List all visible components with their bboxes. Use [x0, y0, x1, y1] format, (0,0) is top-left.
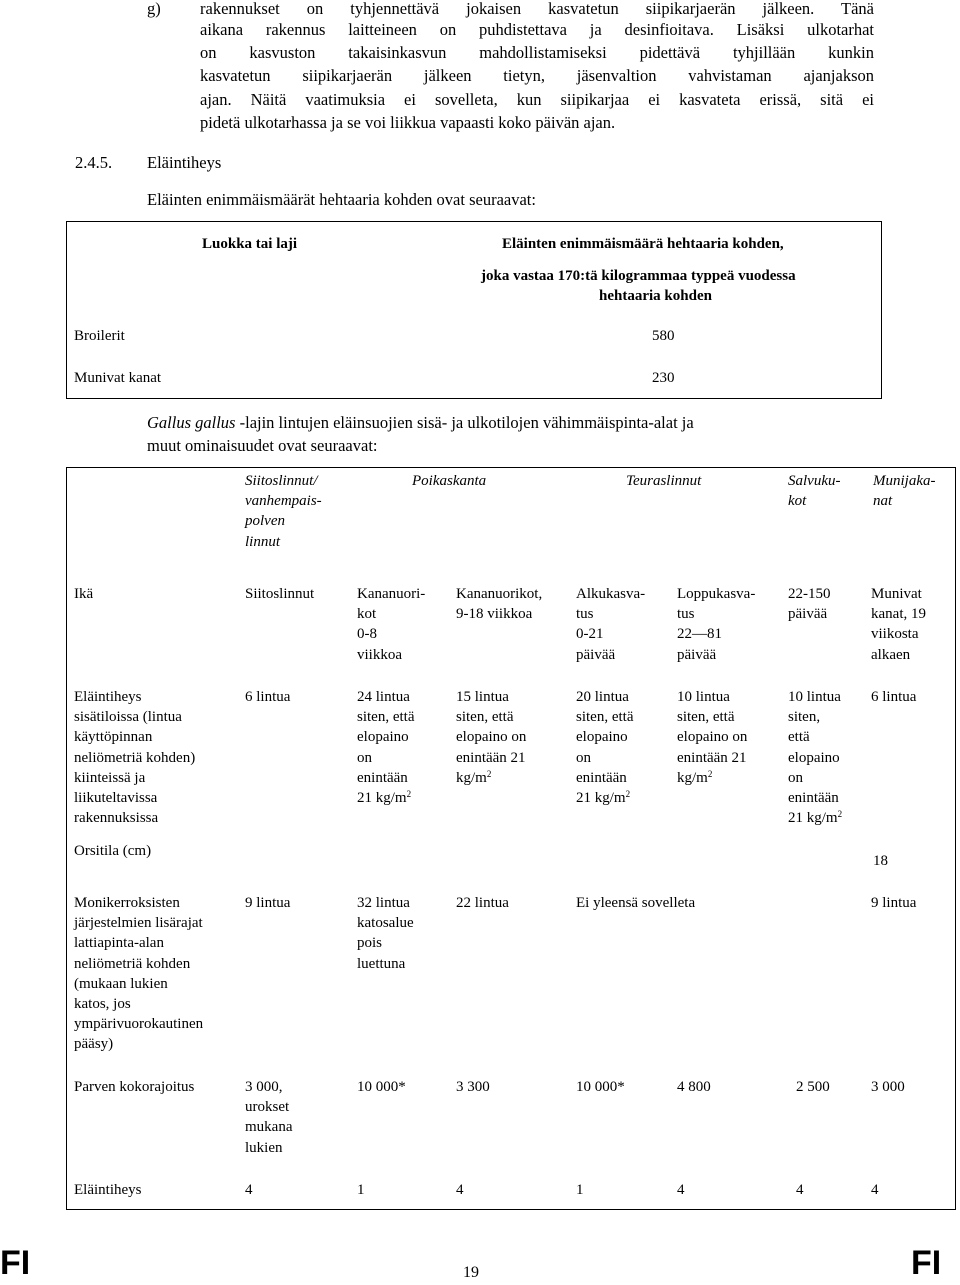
page-number: 19 — [463, 1264, 479, 1281]
row-label: Orsitila (cm) — [74, 843, 152, 859]
table-cell: Loppukasva- tus 22—81 päivää — [677, 586, 756, 663]
table1-col1-header: Luokka tai laji — [202, 236, 298, 252]
table-cell: 9 lintua — [245, 895, 291, 911]
header-breeding: Siitoslinnut/ vanhempais- polven linnut — [245, 473, 322, 550]
row-label: Eläintiheys — [74, 1182, 142, 1198]
row-label: Monikerroksisten järjestelmien lisärajat lattiapinta-alan neliömetriä kohden (mukaan lukien katos, jos ympärivuorokautinen pääsy) — [74, 895, 204, 1053]
table-cell: 4 — [871, 1182, 879, 1198]
table-cell: 15 lintua siten, että elopaino on enintään 21 $kg/m^2$ — [456, 689, 527, 786]
table-border — [66, 398, 882, 399]
table-cell: 9 lintua — [871, 895, 917, 911]
item-g-line: ajan. Näitä vaatimuksia ei sovelleta, kun siipikarjaa ei kasvateta erissä, sitä ei — [200, 90, 874, 109]
row-label: Ikä — [74, 586, 94, 602]
section-title: Eläintiheys — [147, 153, 222, 172]
table-cell: 10 lintua siten, että elopaino on enintään 21 $kg/m^2$ — [677, 689, 748, 786]
section-number: 2.4.5. — [75, 153, 113, 172]
table-cell: 4 — [245, 1182, 253, 1198]
table-border — [955, 467, 956, 1210]
header-pullets: Poikaskanta — [412, 473, 487, 489]
table-cell: 10 lintua siten, että elopaino on enintään 21 $kg/m^2$ — [788, 689, 843, 827]
species-name: Gallus gallus — [147, 413, 236, 432]
item-g-line: aikana rakennus laitteineen on puhdistettava ja desinfioitava. Lisäksi ulkotarhat — [200, 20, 874, 39]
item-g-line: rakennukset on tyhjennettävä jokaisen kasvatetun siipikarjaerän jälkeen. Tänä — [200, 0, 874, 18]
table-cell: 3 000, urokset mukana lukien — [245, 1079, 293, 1156]
table-border — [66, 1209, 956, 1210]
table-border — [66, 467, 67, 1210]
table-cell: 20 lintua siten, että elopaino on enintään 21 $kg/m^2$ — [576, 689, 634, 807]
header-fattening: Teuraslinnut — [626, 473, 702, 489]
table-cell: 10 000* — [576, 1079, 625, 1095]
para2-text: -lajin lintujen eläinsuojien sisä- ja ulkotilojen vähimmäispinta-alat ja — [235, 413, 694, 432]
row-label: Eläintiheys sisätiloissa (lintua käyttöpinnan neliömetriä kohden) kiinteissä ja liikuteltavissa rakennuksissa — [74, 689, 196, 827]
table-cell: 4 — [796, 1182, 804, 1198]
table-cell: 4 — [456, 1182, 464, 1198]
table-cell: 32 lintua katosalue pois luettuna — [357, 895, 414, 972]
table-cell: Kananuorikot, 9-18 viikkoa — [456, 586, 543, 623]
table-cell: 3 300 — [456, 1079, 490, 1095]
table1-col2-header: joka vastaa 170:tä kilogrammaa typpeä vuodessa — [481, 268, 796, 284]
table-cell: 6 lintua — [245, 689, 291, 705]
table-cell: 3 000 — [871, 1079, 905, 1095]
table-cell: 6 lintua — [871, 689, 917, 705]
table-border — [66, 221, 67, 399]
table-cell: 18 — [873, 853, 888, 869]
header-turkeys: Salvuku- kot — [788, 473, 841, 510]
para2-line2: muut ominaisuudet ovat seuraavat: — [147, 436, 378, 455]
table-row-value: 580 — [652, 328, 675, 344]
para2-line1 — [147, 413, 694, 433]
item-g-line: on kasvuston takaisinkasvun mahdollistamiseksi pidettävä tyhjillään kunkin — [200, 43, 874, 62]
table-row-value: 230 — [652, 370, 675, 386]
table1-col2-header: Eläinten enimmäismäärä hehtaaria kohden, — [502, 236, 784, 252]
table-cell: 1 — [576, 1182, 584, 1198]
table-row: Broilerit — [74, 328, 125, 344]
table-cell: 24 lintua siten, että elopaino on enintään 21 $kg/m^2$ — [357, 689, 415, 807]
table1-col2-header: hehtaaria kohden — [599, 288, 712, 304]
table-cell: 1 — [357, 1182, 365, 1198]
table-cell: 4 — [677, 1182, 685, 1198]
item-g-marker: g) — [147, 0, 161, 18]
item-g-line: kasvatetun siipikarjaerän jälkeen tietyn, jäsenvaltion vahvistaman ajanjakson — [200, 66, 874, 85]
table-border — [881, 221, 882, 399]
table-cell: 2 500 — [796, 1079, 830, 1095]
table-cell: Alkukasva- tus 0-21 päivää — [576, 586, 646, 663]
footer-language-right: FI — [911, 1244, 942, 1282]
row-label: Parven kokorajoitus — [74, 1079, 195, 1095]
table-row: Munivat kanat — [74, 370, 162, 386]
table-cell: Siitoslinnut — [245, 586, 315, 602]
header-laying: Munijaka- nat — [873, 473, 936, 510]
table-cell: 10 000* — [357, 1079, 406, 1095]
table-cell: Munivat kanat, 19 viikosta alkaen — [871, 586, 926, 663]
table-cell: Kananuori- kot 0-8 viikkoa — [357, 586, 426, 663]
section-intro: Eläinten enimmäismäärät hehtaaria kohden ovat seuraavat: — [147, 190, 536, 209]
table-cell: 22-150 päivää — [788, 586, 831, 623]
table-cell: 4 800 — [677, 1079, 711, 1095]
table-border — [66, 467, 956, 468]
footer-language-left: FI — [0, 1244, 31, 1282]
table-cell: 22 lintua — [456, 895, 509, 911]
table-cell: Ei yleensä sovelleta — [576, 895, 696, 911]
table-border — [66, 221, 882, 222]
item-g-line: pidetä ulkotarhassa ja se voi liikkua vapaasti koko päivän ajan. — [200, 113, 616, 132]
